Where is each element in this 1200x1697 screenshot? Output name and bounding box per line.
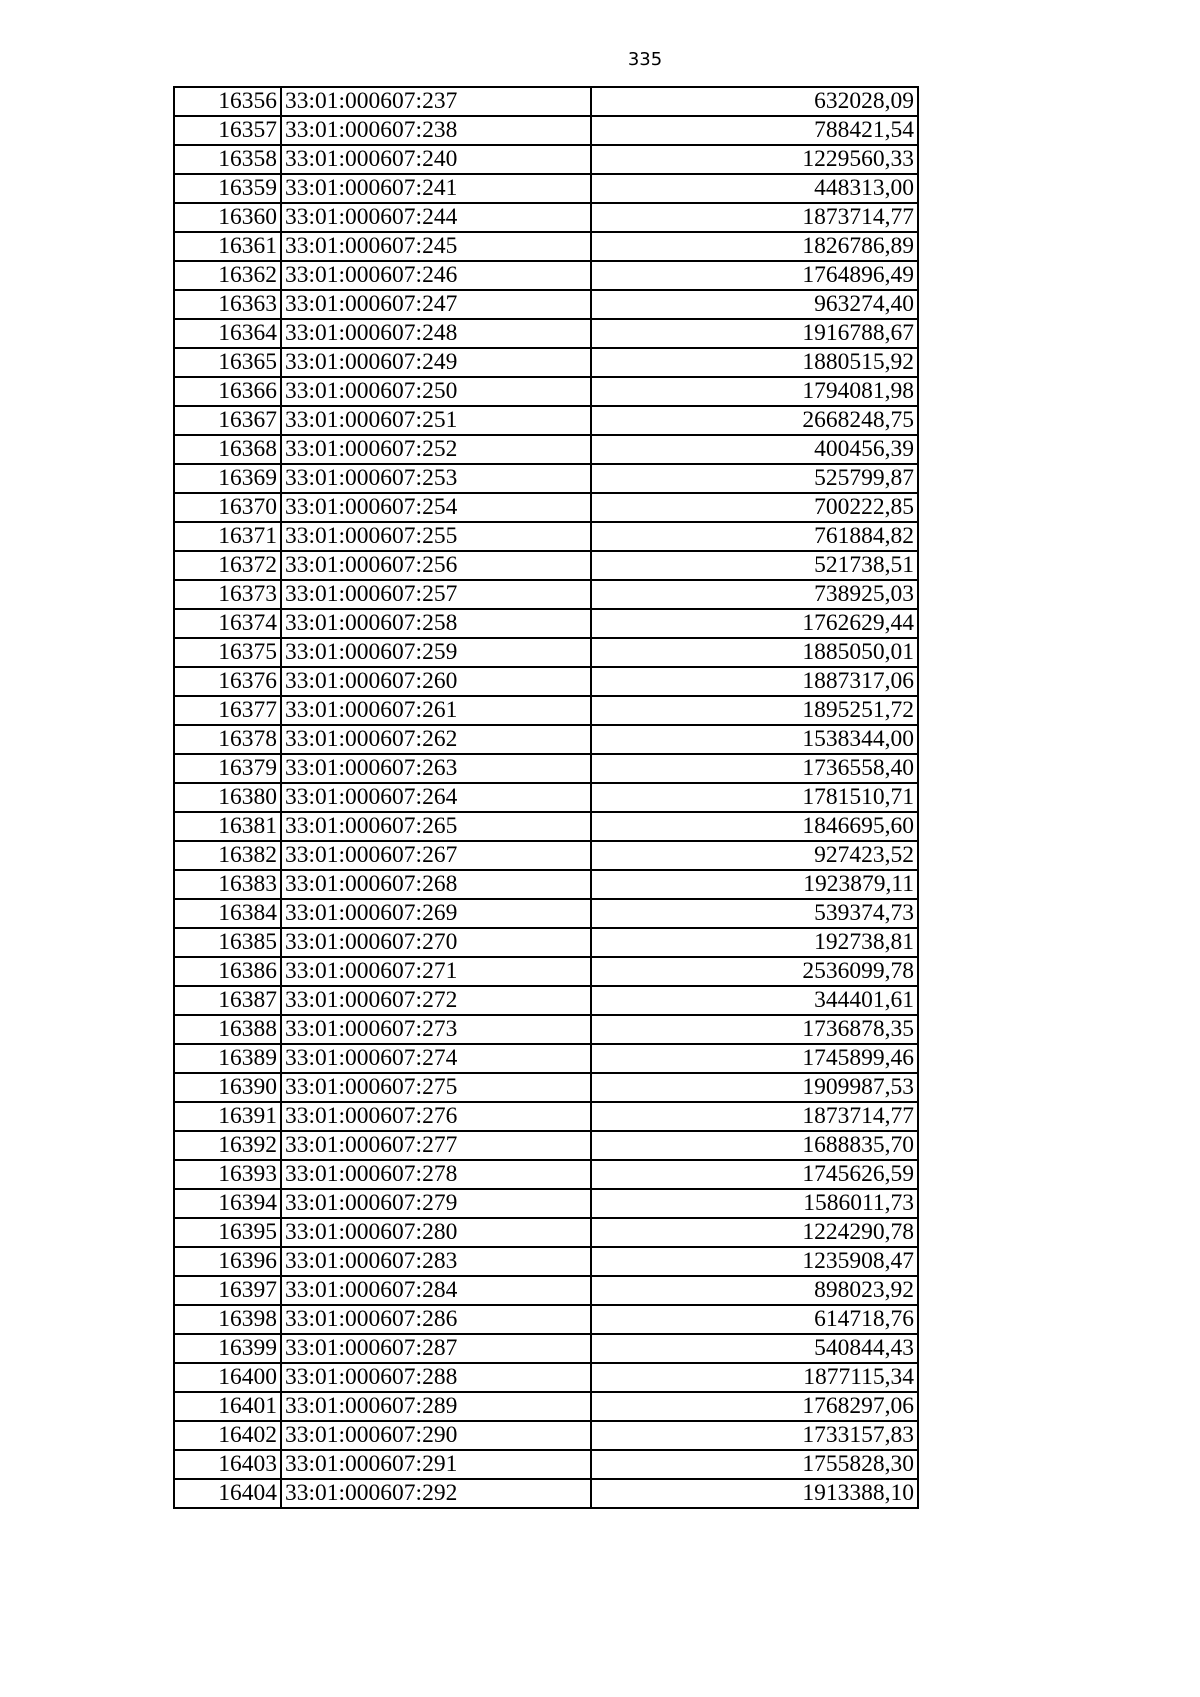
cadastral-number-cell: 33:01:000607:250: [281, 377, 591, 406]
row-number-cell: 16383: [174, 870, 281, 899]
cadastral-number-cell: 33:01:000607:263: [281, 754, 591, 783]
row-number-cell: 16401: [174, 1392, 281, 1421]
table-row: [174, 1102, 918, 1131]
cadastral-number-cell: 33:01:000607:255: [281, 522, 591, 551]
cadastral-number-cell: 33:01:000607:267: [281, 841, 591, 870]
cadastral-value-cell: 521738,51: [591, 551, 918, 580]
row-number-cell: 16392: [174, 1131, 281, 1160]
cadastral-number-cell: 33:01:000607:252: [281, 435, 591, 464]
cadastral-value-cell: 1923879,11: [591, 870, 918, 899]
cadastral-value-cell: 761884,82: [591, 522, 918, 551]
table-row: [174, 1305, 918, 1334]
cadastral-number-cell: 33:01:000607:289: [281, 1392, 591, 1421]
cadastral-value-cell: 614718,76: [591, 1305, 918, 1334]
cadastral-value-cell: 1781510,71: [591, 783, 918, 812]
table-row: [174, 870, 918, 899]
row-number-cell: 16363: [174, 290, 281, 319]
cadastral-number-cell: 33:01:000607:286: [281, 1305, 591, 1334]
cadastral-value-cell: 1768297,06: [591, 1392, 918, 1421]
cadastral-value-cell: 1688835,70: [591, 1131, 918, 1160]
row-number-cell: 16366: [174, 377, 281, 406]
cadastral-value-cell: 1895251,72: [591, 696, 918, 725]
table-row: [174, 232, 918, 261]
row-number-cell: 16372: [174, 551, 281, 580]
table-row: [174, 667, 918, 696]
cadastral-value-cell: 1224290,78: [591, 1218, 918, 1247]
cadastral-number-cell: 33:01:000607:280: [281, 1218, 591, 1247]
row-number-cell: 16368: [174, 435, 281, 464]
cadastral-number-cell: 33:01:000607:274: [281, 1044, 591, 1073]
cadastral-number-cell: 33:01:000607:241: [281, 174, 591, 203]
table-row: [174, 841, 918, 870]
row-number-cell: 16386: [174, 957, 281, 986]
cadastral-value-cell: 963274,40: [591, 290, 918, 319]
row-number-cell: 16373: [174, 580, 281, 609]
cadastral-number-cell: 33:01:000607:292: [281, 1479, 591, 1508]
table-row: [174, 754, 918, 783]
cadastral-value-cell: 1745899,46: [591, 1044, 918, 1073]
row-number-cell: 16398: [174, 1305, 281, 1334]
table-row: [174, 1479, 918, 1508]
cadastral-number-cell: 33:01:000607:272: [281, 986, 591, 1015]
table-row: [174, 1392, 918, 1421]
cadastral-number-cell: 33:01:000607:256: [281, 551, 591, 580]
table-row: [174, 638, 918, 667]
row-number-cell: 16359: [174, 174, 281, 203]
row-number-cell: 16364: [174, 319, 281, 348]
cadastral-value-cell: 1229560,33: [591, 145, 918, 174]
cadastral-value-cell: 1794081,98: [591, 377, 918, 406]
cadastral-value-cell: 540844,43: [591, 1334, 918, 1363]
table-row: [174, 435, 918, 464]
cadastral-value-cell: 788421,54: [591, 116, 918, 145]
table-row: [174, 1073, 918, 1102]
cadastral-number-cell: 33:01:000607:268: [281, 870, 591, 899]
cadastral-value-cell: 1538344,00: [591, 725, 918, 754]
cadastral-number-cell: 33:01:000607:247: [281, 290, 591, 319]
page-number: 335: [627, 49, 663, 70]
table-row: [174, 1363, 918, 1392]
table-row: [174, 116, 918, 145]
cadastral-number-cell: 33:01:000607:265: [281, 812, 591, 841]
cadastral-value-cell: 898023,92: [591, 1276, 918, 1305]
row-number-cell: 16362: [174, 261, 281, 290]
row-number-cell: 16400: [174, 1363, 281, 1392]
table-row: [174, 1044, 918, 1073]
row-number-cell: 16385: [174, 928, 281, 957]
row-number-cell: 16396: [174, 1247, 281, 1276]
cadastral-number-cell: 33:01:000607:284: [281, 1276, 591, 1305]
cadastral-value-cell: 927423,52: [591, 841, 918, 870]
table-row: [174, 87, 918, 116]
row-number-cell: 16402: [174, 1421, 281, 1450]
table-row: [174, 1189, 918, 1218]
table-row: [174, 1015, 918, 1044]
cadastral-value-cell: 738925,03: [591, 580, 918, 609]
cadastral-value-table: [173, 86, 919, 1509]
table-body: [174, 87, 918, 1508]
cadastral-number-cell: 33:01:000607:258: [281, 609, 591, 638]
table-row: [174, 1160, 918, 1189]
table-row: [174, 1421, 918, 1450]
cadastral-value-cell: 1745626,59: [591, 1160, 918, 1189]
cadastral-value-cell: 539374,73: [591, 899, 918, 928]
row-number-cell: 16367: [174, 406, 281, 435]
row-number-cell: 16389: [174, 1044, 281, 1073]
cadastral-number-cell: 33:01:000607:254: [281, 493, 591, 522]
cadastral-number-cell: 33:01:000607:287: [281, 1334, 591, 1363]
cadastral-number-cell: 33:01:000607:246: [281, 261, 591, 290]
row-number-cell: 16404: [174, 1479, 281, 1508]
cadastral-number-cell: 33:01:000607:238: [281, 116, 591, 145]
row-number-cell: 16378: [174, 725, 281, 754]
row-number-cell: 16371: [174, 522, 281, 551]
cadastral-number-cell: 33:01:000607:261: [281, 696, 591, 725]
cadastral-number-cell: 33:01:000607:245: [281, 232, 591, 261]
row-number-cell: 16394: [174, 1189, 281, 1218]
cadastral-value-cell: 1736558,40: [591, 754, 918, 783]
table-row: [174, 580, 918, 609]
cadastral-number-cell: 33:01:000607:260: [281, 667, 591, 696]
row-number-cell: 16361: [174, 232, 281, 261]
table-row: [174, 1218, 918, 1247]
table-row: [174, 464, 918, 493]
row-number-cell: 16393: [174, 1160, 281, 1189]
table-row: [174, 986, 918, 1015]
row-number-cell: 16360: [174, 203, 281, 232]
table-row: [174, 725, 918, 754]
table-row: [174, 1276, 918, 1305]
table-row: [174, 928, 918, 957]
cadastral-value-cell: 2668248,75: [591, 406, 918, 435]
cadastral-number-cell: 33:01:000607:275: [281, 1073, 591, 1102]
row-number-cell: 16391: [174, 1102, 281, 1131]
cadastral-value-cell: 1913388,10: [591, 1479, 918, 1508]
table-row: [174, 493, 918, 522]
cadastral-number-cell: 33:01:000607:279: [281, 1189, 591, 1218]
table-row: [174, 957, 918, 986]
cadastral-value-cell: 1873714,77: [591, 203, 918, 232]
row-number-cell: 16387: [174, 986, 281, 1015]
table-row: [174, 261, 918, 290]
table-row: [174, 145, 918, 174]
cadastral-value-cell: 2536099,78: [591, 957, 918, 986]
row-number-cell: 16388: [174, 1015, 281, 1044]
table-row: [174, 1334, 918, 1363]
table-row: [174, 406, 918, 435]
cadastral-value-cell: 700222,85: [591, 493, 918, 522]
row-number-cell: 16358: [174, 145, 281, 174]
table-row: [174, 290, 918, 319]
cadastral-number-cell: 33:01:000607:244: [281, 203, 591, 232]
row-number-cell: 16374: [174, 609, 281, 638]
cadastral-number-cell: 33:01:000607:290: [281, 1421, 591, 1450]
cadastral-value-cell: 1909987,53: [591, 1073, 918, 1102]
table-row: [174, 174, 918, 203]
cadastral-value-cell: 1826786,89: [591, 232, 918, 261]
row-number-cell: 16384: [174, 899, 281, 928]
cadastral-value-cell: 1885050,01: [591, 638, 918, 667]
row-number-cell: 16380: [174, 783, 281, 812]
cadastral-value-cell: 1846695,60: [591, 812, 918, 841]
table-row: [174, 609, 918, 638]
row-number-cell: 16356: [174, 87, 281, 116]
cadastral-number-cell: 33:01:000607:269: [281, 899, 591, 928]
cadastral-number-cell: 33:01:000607:271: [281, 957, 591, 986]
cadastral-value-cell: 1877115,34: [591, 1363, 918, 1392]
table-row: [174, 377, 918, 406]
row-number-cell: 16403: [174, 1450, 281, 1479]
row-number-cell: 16375: [174, 638, 281, 667]
row-number-cell: 16357: [174, 116, 281, 145]
table-row: [174, 203, 918, 232]
table-row: [174, 319, 918, 348]
cadastral-value-cell: 1762629,44: [591, 609, 918, 638]
cadastral-value-cell: 1586011,73: [591, 1189, 918, 1218]
cadastral-number-cell: 33:01:000607:240: [281, 145, 591, 174]
cadastral-value-cell: 1887317,06: [591, 667, 918, 696]
row-number-cell: 16390: [174, 1073, 281, 1102]
cadastral-value-cell: 1736878,35: [591, 1015, 918, 1044]
cadastral-value-cell: 1755828,30: [591, 1450, 918, 1479]
row-number-cell: 16397: [174, 1276, 281, 1305]
table-row: [174, 551, 918, 580]
cadastral-number-cell: 33:01:000607:278: [281, 1160, 591, 1189]
cadastral-value-cell: 525799,87: [591, 464, 918, 493]
cadastral-number-cell: 33:01:000607:277: [281, 1131, 591, 1160]
cadastral-number-cell: 33:01:000607:248: [281, 319, 591, 348]
table-row: [174, 899, 918, 928]
row-number-cell: 16399: [174, 1334, 281, 1363]
cadastral-value-cell: 1235908,47: [591, 1247, 918, 1276]
cadastral-number-cell: 33:01:000607:270: [281, 928, 591, 957]
cadastral-value-cell: 1880515,92: [591, 348, 918, 377]
cadastral-value-cell: 192738,81: [591, 928, 918, 957]
cadastral-number-cell: 33:01:000607:264: [281, 783, 591, 812]
cadastral-number-cell: 33:01:000607:276: [281, 1102, 591, 1131]
cadastral-value-cell: 632028,09: [591, 87, 918, 116]
cadastral-value-cell: 1873714,77: [591, 1102, 918, 1131]
row-number-cell: 16369: [174, 464, 281, 493]
cadastral-number-cell: 33:01:000607:262: [281, 725, 591, 754]
table-row: [174, 522, 918, 551]
cadastral-number-cell: 33:01:000607:251: [281, 406, 591, 435]
cadastral-value-cell: 1733157,83: [591, 1421, 918, 1450]
table-row: [174, 1131, 918, 1160]
table-row: [174, 783, 918, 812]
row-number-cell: 16370: [174, 493, 281, 522]
table-row: [174, 812, 918, 841]
cadastral-number-cell: 33:01:000607:291: [281, 1450, 591, 1479]
table-row: [174, 1450, 918, 1479]
row-number-cell: 16365: [174, 348, 281, 377]
cadastral-value-cell: 448313,00: [591, 174, 918, 203]
cadastral-number-cell: 33:01:000607:257: [281, 580, 591, 609]
cadastral-value-cell: 344401,61: [591, 986, 918, 1015]
row-number-cell: 16381: [174, 812, 281, 841]
table-row: [174, 348, 918, 377]
table-row: [174, 696, 918, 725]
cadastral-number-cell: 33:01:000607:259: [281, 638, 591, 667]
cadastral-value-cell: 1764896,49: [591, 261, 918, 290]
cadastral-value-cell: 1916788,67: [591, 319, 918, 348]
row-number-cell: 16382: [174, 841, 281, 870]
row-number-cell: 16377: [174, 696, 281, 725]
row-number-cell: 16395: [174, 1218, 281, 1247]
row-number-cell: 16379: [174, 754, 281, 783]
cadastral-number-cell: 33:01:000607:253: [281, 464, 591, 493]
cadastral-number-cell: 33:01:000607:283: [281, 1247, 591, 1276]
row-number-cell: 16376: [174, 667, 281, 696]
cadastral-number-cell: 33:01:000607:249: [281, 348, 591, 377]
cadastral-value-cell: 400456,39: [591, 435, 918, 464]
cadastral-number-cell: 33:01:000607:237: [281, 87, 591, 116]
cadastral-number-cell: 33:01:000607:273: [281, 1015, 591, 1044]
cadastral-number-cell: 33:01:000607:288: [281, 1363, 591, 1392]
table-row: [174, 1247, 918, 1276]
